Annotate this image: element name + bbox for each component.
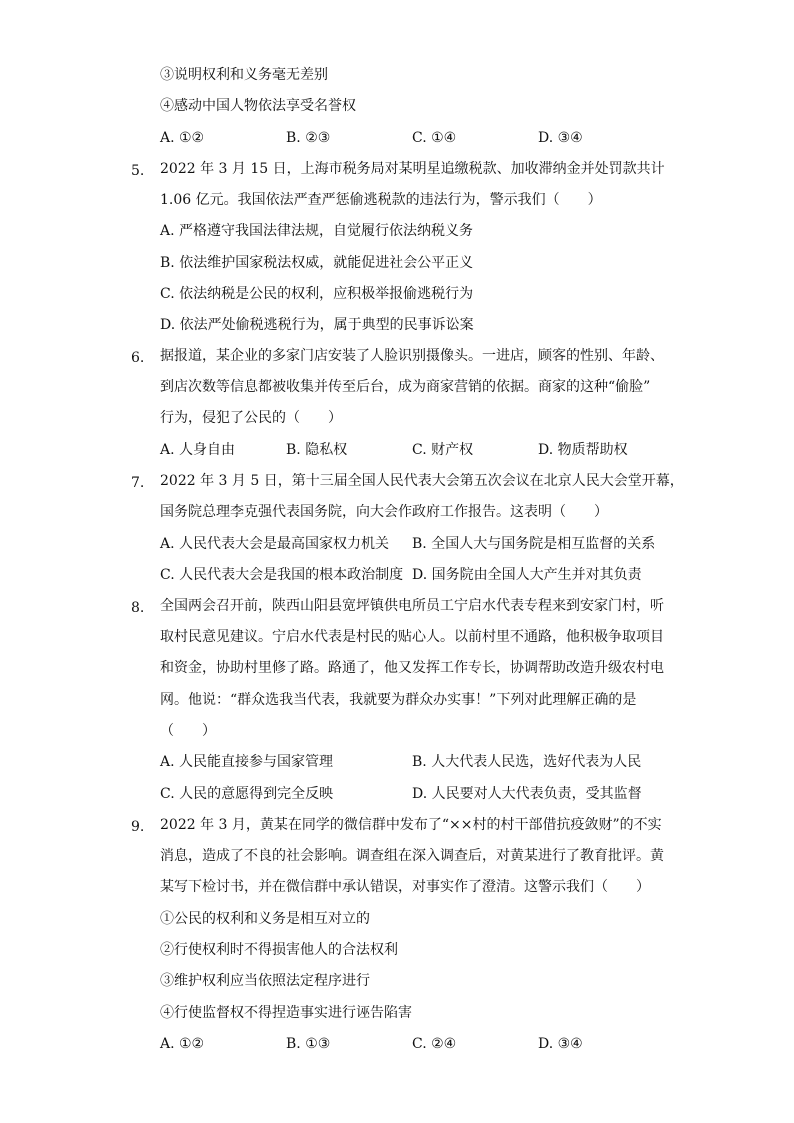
question-8-line-3: 和资金，协助村里修了路。路通了，他又发挥工作专长，协调帮助改造升级农村电: [160, 660, 664, 676]
question-8-line-2: 取村民意见建议。宁启水代表是村民的贴心人。以前村里不通路，他积极争取项目: [160, 629, 664, 645]
question-7-line-2: 国务院总理李克强代表国务院，向大会作政府工作报告。这表明（ ）: [160, 504, 608, 520]
question-7-option-c: C. 人民代表大会是我国的根本政治制度: [160, 567, 404, 583]
question-6-number: 6.: [131, 350, 145, 366]
question-9-line-1: 2022 年 3 月，黄某在同学的微信群中发布了“××村的村干部借抗疫敛财”的不实: [160, 817, 662, 833]
question-9-statement-1: ①公民的权利和义务是相互对立的: [160, 911, 370, 927]
question-7-number: 7.: [131, 475, 145, 491]
question-8-option-b: B. 人大代表人民选，选好代表为人民: [412, 754, 642, 770]
question-6-line-1: 据报道，某企业的多家门店安装了人脸识别摄像头。一进店，顾客的性别、年龄、: [160, 348, 664, 364]
question-6-option-b: B. 隐私权: [286, 442, 348, 458]
question-7-line-1: 2022 年 3 月 5 日，第十三届全国人民代表大会第五次会议在北京人民大会堂开幕，: [160, 473, 684, 489]
question-5-line-2: 1.06 亿元。我国依法严查严惩偷逃税款的违法行为，警示我们（ ）: [160, 192, 602, 208]
question-8-option-d: D. 人民要对人大代表负责，受其监督: [412, 786, 642, 802]
question-8-number: 8.: [131, 600, 145, 616]
question-6-line-2: 到店次数等信息都被收集并传至后台，成为商家营销的依据。商家的这种“偷脸”: [160, 379, 651, 395]
question-6-option-d: D. 物质帮助权: [538, 442, 628, 458]
question-9-statement-4: ④行使监督权不得捏造事实进行诬告陷害: [160, 1005, 412, 1021]
question-5-number: 5.: [131, 163, 145, 179]
question-7-option-d: D. 国务院由全国人大产生并对其负责: [412, 567, 642, 583]
question-8-line-1: 全国两会召开前，陕西山阳县宽坪镇供电所员工宁启水代表专程来到安家门村，听: [160, 598, 664, 614]
question-9-line-3: 某写下检讨书，并在微信群中承认错误，对事实作了澄清。这警示我们（ ）: [160, 879, 650, 895]
question-9-option-a: A. ①②: [160, 1036, 205, 1052]
question-5-option-a: A. 严格遵守我国法律法规，自觉履行依法纳税义务: [160, 223, 474, 239]
prev-option-d: D. ③④: [538, 130, 583, 146]
prev-option-b: B. ②③: [286, 130, 331, 146]
question-9-statement-2: ②行使权利时不得损害他人的合法权利: [160, 942, 398, 958]
question-8-line-5: （ ）: [160, 723, 216, 739]
question-9-option-b: B. ①③: [286, 1036, 331, 1052]
prev-statement-4: ④感动中国人物依法享受名誉权: [160, 98, 356, 114]
question-9-option-d: D. ③④: [538, 1036, 583, 1052]
question-5-option-b: B. 依法维护国家税法权威，就能促进社会公平正义: [160, 255, 474, 271]
question-6-option-a: A. 人身自由: [160, 442, 236, 458]
question-8-option-c: C. 人民的意愿得到完全反映: [160, 786, 334, 802]
question-9-option-c: C. ②④: [412, 1036, 457, 1052]
prev-statement-3: ③说明权利和义务毫无差别: [160, 67, 328, 83]
question-8-option-a: A. 人民能直接参与国家管理: [160, 754, 334, 770]
prev-option-a: A. ①②: [160, 130, 205, 146]
question-5-option-c: C. 依法纳税是公民的权利，应积极举报偷逃税行为: [160, 286, 474, 302]
prev-option-c: C. ①④: [412, 130, 457, 146]
question-5-line-1: 2022 年 3 月 15 日，上海市税务局对某明星追缴税款、加收滞纳金并处罚款共计: [160, 161, 665, 177]
question-6-line-3: 行为，侵犯了公民的（ ）: [160, 410, 342, 426]
question-9-number: 9.: [131, 819, 145, 835]
question-5-option-d: D. 依法严处偷税逃税行为，属于典型的民事诉讼案: [160, 317, 474, 333]
question-9-statement-3: ③维护权利应当依照法定程序进行: [160, 973, 370, 989]
question-7-option-b: B. 全国人大与国务院是相互监督的关系: [412, 536, 656, 552]
question-6-option-c: C. 财产权: [412, 442, 474, 458]
question-8-line-4: 网。他说：“群众选我当代表，我就要为群众办实事！”下列对此理解正确的是: [160, 692, 637, 708]
question-9-line-2: 消息，造成了不良的社会影响。调查组在深入调查后，对黄某进行了教育批评。黄: [160, 848, 664, 864]
question-7-option-a: A. 人民代表大会是最高国家权力机关: [160, 536, 390, 552]
